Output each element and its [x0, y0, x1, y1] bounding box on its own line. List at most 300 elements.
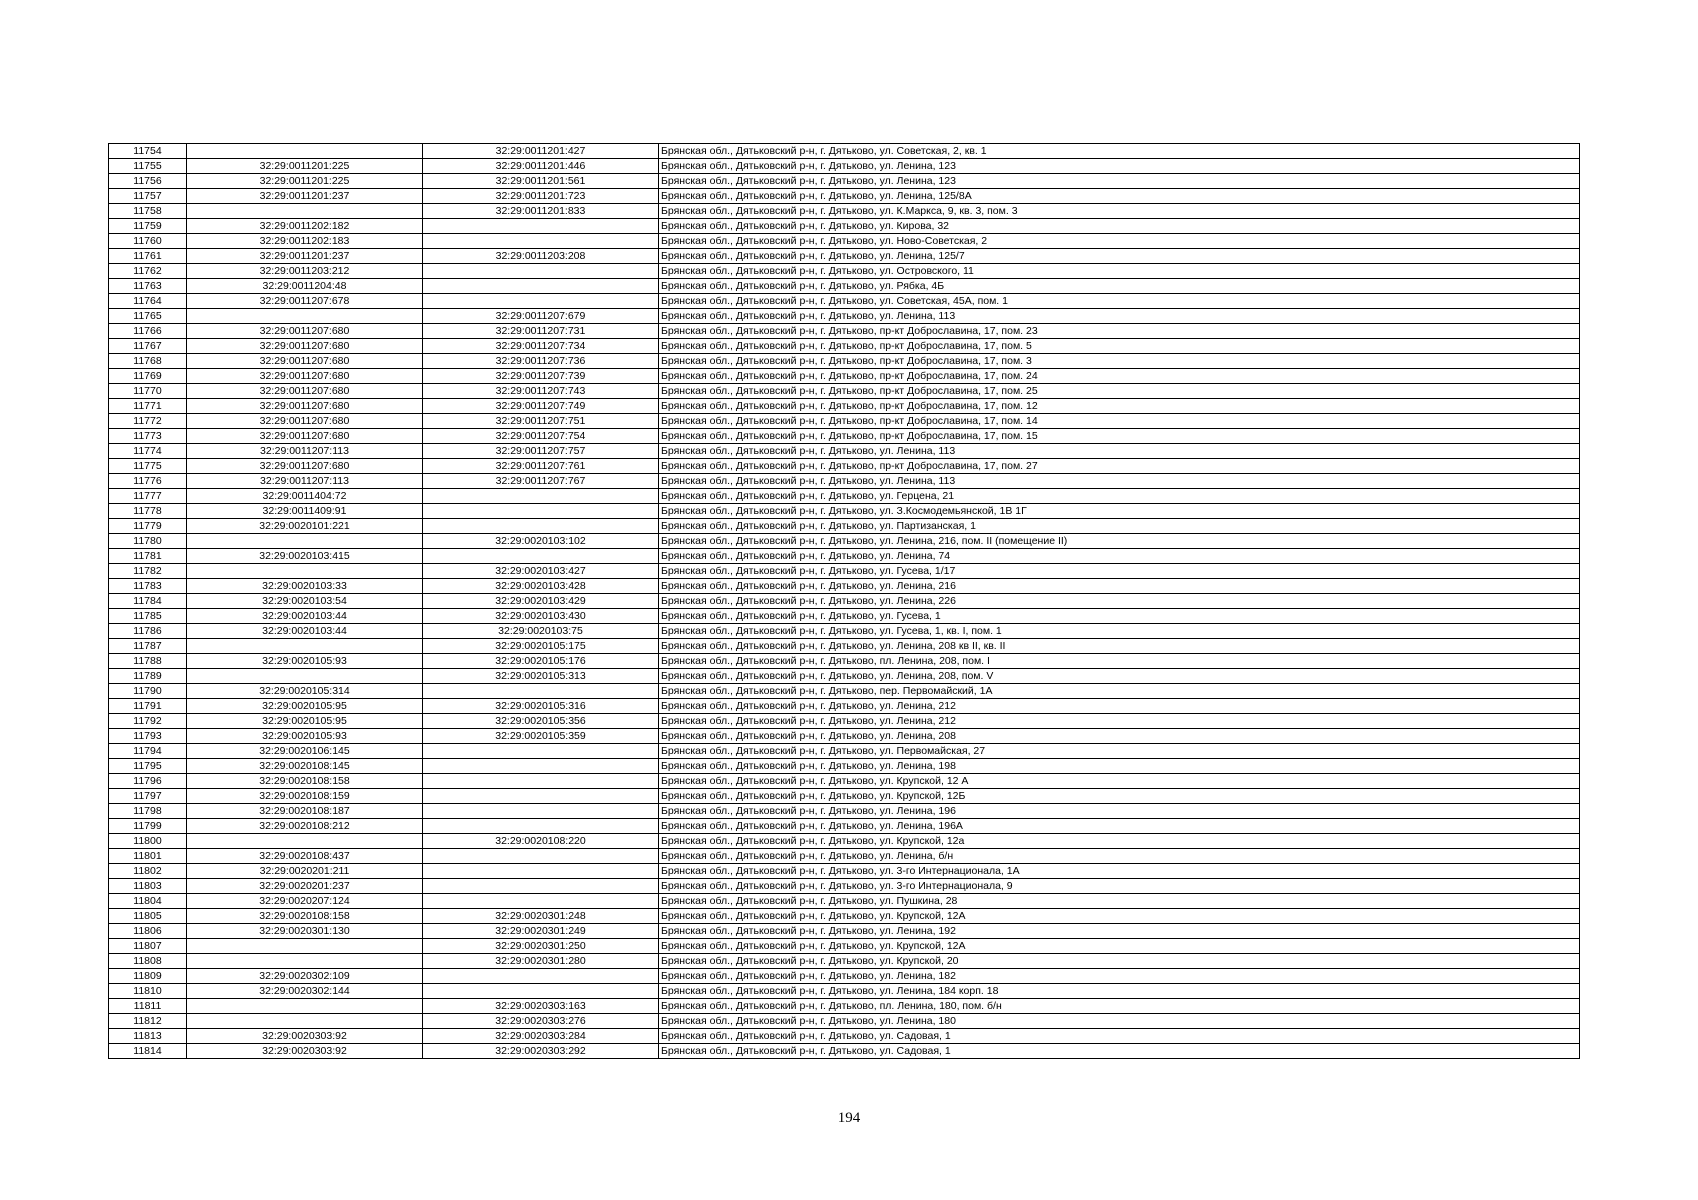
table-row — [109, 219, 1580, 234]
table-row — [109, 834, 1580, 849]
row-number-cell: 11813 — [109, 1029, 187, 1044]
object-number-cell: 32:29:0020303:284 — [423, 1029, 659, 1044]
address-cell: Брянская обл., Дятьковский р-н, г. Дятьково, пл. Ленина, 208, пом. I — [659, 654, 1580, 669]
table-row — [109, 789, 1580, 804]
object-number-cell: 32:29:0020303:276 — [423, 1014, 659, 1029]
table-row — [109, 669, 1580, 684]
row-number-cell: 11788 — [109, 654, 187, 669]
parcel-number-cell — [187, 204, 423, 219]
row-number-cell: 11810 — [109, 984, 187, 999]
object-number-cell — [423, 759, 659, 774]
address-cell: Брянская обл., Дятьковский р-н, г. Дятьково, пл. Ленина, 180, пом. б/н — [659, 999, 1580, 1014]
row-number-cell: 11776 — [109, 474, 187, 489]
parcel-number-cell — [187, 669, 423, 684]
parcel-number-cell: 32:29:0011204:48 — [187, 279, 423, 294]
row-number-cell: 11783 — [109, 579, 187, 594]
parcel-number-cell: 32:29:0011409:91 — [187, 504, 423, 519]
object-number-cell: 32:29:0011207:767 — [423, 474, 659, 489]
parcel-number-cell: 32:29:0020303:92 — [187, 1044, 423, 1059]
object-number-cell — [423, 864, 659, 879]
object-number-cell: 32:29:0020103:75 — [423, 624, 659, 639]
parcel-number-cell — [187, 639, 423, 654]
address-cell: Брянская обл., Дятьковский р-н, г. Дятьково, пр-кт Доброславина, 17, пом. 3 — [659, 354, 1580, 369]
object-number-cell: 32:29:0011207:749 — [423, 399, 659, 414]
table-row — [109, 759, 1580, 774]
parcel-number-cell: 32:29:0011207:680 — [187, 459, 423, 474]
address-cell: Брянская обл., Дятьковский р-н, г. Дятьково, ул. Ленина, 125/7 — [659, 249, 1580, 264]
row-number-cell: 11759 — [109, 219, 187, 234]
table-row — [109, 864, 1580, 879]
parcel-number-cell — [187, 534, 423, 549]
row-number-cell: 11804 — [109, 894, 187, 909]
row-number-cell: 11778 — [109, 504, 187, 519]
address-cell: Брянская обл., Дятьковский р-н, г. Дятьково, ул. Ленина, 113 — [659, 474, 1580, 489]
address-cell: Брянская обл., Дятьковский р-н, г. Дятьково, пр-кт Доброславина, 17, пом. 27 — [659, 459, 1580, 474]
address-cell: Брянская обл., Дятьковский р-н, г. Дятьково, ул. Ленина, 125/8А — [659, 189, 1580, 204]
table-row — [109, 429, 1580, 444]
address-cell: Брянская обл., Дятьковский р-н, г. Дятьково, ул. Крупской, 12 А — [659, 774, 1580, 789]
address-cell: Брянская обл., Дятьковский р-н, г. Дятьково, ул. Ленина, 180 — [659, 1014, 1580, 1029]
row-number-cell: 11811 — [109, 999, 187, 1014]
address-cell: Брянская обл., Дятьковский р-н, г. Дятьково, ул. 3-го Интернационала, 1А — [659, 864, 1580, 879]
parcel-number-cell — [187, 999, 423, 1014]
address-cell: Брянская обл., Дятьковский р-н, г. Дятьково, ул. Ленина, 192 — [659, 924, 1580, 939]
address-cell: Брянская обл., Дятьковский р-н, г. Дятьково, ул. Герцена, 21 — [659, 489, 1580, 504]
parcel-number-cell: 32:29:0011207:113 — [187, 474, 423, 489]
table-row — [109, 489, 1580, 504]
row-number-cell: 11802 — [109, 864, 187, 879]
row-number-cell: 11761 — [109, 249, 187, 264]
row-number-cell: 11756 — [109, 174, 187, 189]
table-row — [109, 684, 1580, 699]
parcel-number-cell: 32:29:0011201:225 — [187, 159, 423, 174]
object-number-cell: 32:29:0020108:220 — [423, 834, 659, 849]
address-cell: Брянская обл., Дятьковский р-н, г. Дятьково, ул. Ленина, 208 — [659, 729, 1580, 744]
row-number-cell: 11765 — [109, 309, 187, 324]
parcel-number-cell: 32:29:0020108:145 — [187, 759, 423, 774]
row-number-cell: 11777 — [109, 489, 187, 504]
object-number-cell: 32:29:0011207:757 — [423, 444, 659, 459]
object-number-cell: 32:29:0011207:761 — [423, 459, 659, 474]
table-row — [109, 399, 1580, 414]
object-number-cell: 32:29:0020105:176 — [423, 654, 659, 669]
object-number-cell: 32:29:0011207:731 — [423, 324, 659, 339]
table-row — [109, 369, 1580, 384]
parcel-number-cell — [187, 144, 423, 159]
address-cell: Брянская обл., Дятьковский р-н, г. Дятьково, ул. Ленина, 216, пом. II (помещение II) — [659, 534, 1580, 549]
parcel-number-cell: 32:29:0011207:678 — [187, 294, 423, 309]
row-number-cell: 11787 — [109, 639, 187, 654]
object-number-cell: 32:29:0020103:429 — [423, 594, 659, 609]
parcel-number-cell: 32:29:0011404:72 — [187, 489, 423, 504]
registry-table-body — [109, 144, 1580, 1059]
parcel-number-cell: 32:29:0011207:680 — [187, 399, 423, 414]
object-number-cell — [423, 744, 659, 759]
table-row — [109, 969, 1580, 984]
row-number-cell: 11775 — [109, 459, 187, 474]
row-number-cell: 11784 — [109, 594, 187, 609]
object-number-cell: 32:29:0011203:208 — [423, 249, 659, 264]
address-cell: Брянская обл., Дятьковский р-н, г. Дятьково, пер. Первомайский, 1А — [659, 684, 1580, 699]
parcel-number-cell — [187, 1014, 423, 1029]
row-number-cell: 11796 — [109, 774, 187, 789]
table-row — [109, 519, 1580, 534]
parcel-number-cell: 32:29:0011203:212 — [187, 264, 423, 279]
row-number-cell: 11801 — [109, 849, 187, 864]
address-cell: Брянская обл., Дятьковский р-н, г. Дятьково, ул. Партизанская, 1 — [659, 519, 1580, 534]
table-row — [109, 909, 1580, 924]
address-cell: Брянская обл., Дятьковский р-н, г. Дятьково, ул. Советская, 45А, пом. 1 — [659, 294, 1580, 309]
address-cell: Брянская обл., Дятьковский р-н, г. Дятьково, пр-кт Доброславина, 17, пом. 12 — [659, 399, 1580, 414]
table-row — [109, 534, 1580, 549]
address-cell: Брянская обл., Дятьковский р-н, г. Дятьково, ул. Ленина, 198 — [659, 759, 1580, 774]
parcel-number-cell: 32:29:0011202:183 — [187, 234, 423, 249]
table-row — [109, 849, 1580, 864]
row-number-cell: 11807 — [109, 939, 187, 954]
table-row — [109, 999, 1580, 1014]
address-cell: Брянская обл., Дятьковский р-н, г. Дятьково, ул. Рябка, 4Б — [659, 279, 1580, 294]
parcel-number-cell: 32:29:0020103:44 — [187, 609, 423, 624]
table-row — [109, 1044, 1580, 1059]
object-number-cell: 32:29:0011201:561 — [423, 174, 659, 189]
address-cell: Брянская обл., Дятьковский р-н, г. Дятьково, ул. Крупской, 12а — [659, 834, 1580, 849]
object-number-cell: 32:29:0020301:280 — [423, 954, 659, 969]
object-number-cell — [423, 684, 659, 699]
table-row — [109, 984, 1580, 999]
parcel-number-cell — [187, 834, 423, 849]
row-number-cell: 11797 — [109, 789, 187, 804]
object-number-cell — [423, 804, 659, 819]
object-number-cell: 32:29:0020105:359 — [423, 729, 659, 744]
row-number-cell: 11780 — [109, 534, 187, 549]
object-number-cell — [423, 774, 659, 789]
address-cell: Брянская обл., Дятьковский р-н, г. Дятьково, ул. Ленина, 208 кв II, кв. II — [659, 639, 1580, 654]
table-row — [109, 564, 1580, 579]
table-row — [109, 249, 1580, 264]
table-row — [109, 174, 1580, 189]
object-number-cell — [423, 549, 659, 564]
object-number-cell — [423, 234, 659, 249]
row-number-cell: 11773 — [109, 429, 187, 444]
parcel-number-cell — [187, 564, 423, 579]
parcel-number-cell: 32:29:0020103:54 — [187, 594, 423, 609]
address-cell: Брянская обл., Дятьковский р-н, г. Дятьково, ул. Садовая, 1 — [659, 1029, 1580, 1044]
object-number-cell: 32:29:0020301:249 — [423, 924, 659, 939]
parcel-number-cell: 32:29:0020103:415 — [187, 549, 423, 564]
row-number-cell: 11794 — [109, 744, 187, 759]
row-number-cell: 11795 — [109, 759, 187, 774]
object-number-cell — [423, 264, 659, 279]
address-cell: Брянская обл., Дятьковский р-н, г. Дятьково, ул. Ленина, 196 — [659, 804, 1580, 819]
table-row — [109, 939, 1580, 954]
table-row — [109, 954, 1580, 969]
address-cell: Брянская обл., Дятьковский р-н, г. Дятьково, ул. Ленина, б/н — [659, 849, 1580, 864]
parcel-number-cell: 32:29:0011201:237 — [187, 189, 423, 204]
object-number-cell: 32:29:0020103:427 — [423, 564, 659, 579]
address-cell: Брянская обл., Дятьковский р-н, г. Дятьково, ул. Садовая, 1 — [659, 1044, 1580, 1059]
address-cell: Брянская обл., Дятьковский р-н, г. Дятьково, ул. Гусева, 1, кв. I, пом. 1 — [659, 624, 1580, 639]
table-row — [109, 309, 1580, 324]
table-row — [109, 549, 1580, 564]
table-row — [109, 894, 1580, 909]
row-number-cell: 11770 — [109, 384, 187, 399]
parcel-number-cell: 32:29:0020302:144 — [187, 984, 423, 999]
row-number-cell: 11758 — [109, 204, 187, 219]
object-number-cell: 32:29:0020103:430 — [423, 609, 659, 624]
object-number-cell: 32:29:0020301:250 — [423, 939, 659, 954]
parcel-number-cell — [187, 954, 423, 969]
row-number-cell: 11793 — [109, 729, 187, 744]
object-number-cell: 32:29:0020105:313 — [423, 669, 659, 684]
row-number-cell: 11762 — [109, 264, 187, 279]
object-number-cell — [423, 294, 659, 309]
object-number-cell — [423, 219, 659, 234]
row-number-cell: 11803 — [109, 879, 187, 894]
parcel-number-cell: 32:29:0011207:680 — [187, 339, 423, 354]
parcel-number-cell: 32:29:0020101:221 — [187, 519, 423, 534]
row-number-cell: 11763 — [109, 279, 187, 294]
row-number-cell: 11791 — [109, 699, 187, 714]
table-row — [109, 294, 1580, 309]
parcel-number-cell — [187, 309, 423, 324]
table-row — [109, 189, 1580, 204]
row-number-cell: 11789 — [109, 669, 187, 684]
object-number-cell: 32:29:0020303:292 — [423, 1044, 659, 1059]
row-number-cell: 11767 — [109, 339, 187, 354]
object-number-cell — [423, 849, 659, 864]
row-number-cell: 11808 — [109, 954, 187, 969]
parcel-number-cell: 32:29:0020108:212 — [187, 819, 423, 834]
address-cell: Брянская обл., Дятьковский р-н, г. Дятьково, пр-кт Доброславина, 17, пом. 25 — [659, 384, 1580, 399]
parcel-number-cell: 32:29:0020108:158 — [187, 774, 423, 789]
address-cell: Брянская обл., Дятьковский р-н, г. Дятьково, пр-кт Доброславина, 17, пом. 15 — [659, 429, 1580, 444]
table-row — [109, 324, 1580, 339]
parcel-number-cell: 32:29:0020201:211 — [187, 864, 423, 879]
table-row — [109, 384, 1580, 399]
parcel-number-cell: 32:29:0011207:680 — [187, 324, 423, 339]
row-number-cell: 11790 — [109, 684, 187, 699]
parcel-number-cell: 32:29:0020105:93 — [187, 729, 423, 744]
row-number-cell: 11769 — [109, 369, 187, 384]
row-number-cell: 11754 — [109, 144, 187, 159]
table-row — [109, 504, 1580, 519]
object-number-cell — [423, 519, 659, 534]
row-number-cell: 11782 — [109, 564, 187, 579]
object-number-cell: 32:29:0020105:356 — [423, 714, 659, 729]
row-number-cell: 11760 — [109, 234, 187, 249]
row-number-cell: 11766 — [109, 324, 187, 339]
row-number-cell: 11764 — [109, 294, 187, 309]
table-row — [109, 624, 1580, 639]
table-row — [109, 474, 1580, 489]
parcel-number-cell: 32:29:0020207:124 — [187, 894, 423, 909]
table-row — [109, 639, 1580, 654]
address-cell: Брянская обл., Дятьковский р-н, г. Дятьково, ул. Советская, 2, кв. 1 — [659, 144, 1580, 159]
object-number-cell — [423, 984, 659, 999]
object-number-cell: 32:29:0020103:428 — [423, 579, 659, 594]
object-number-cell: 32:29:0011201:427 — [423, 144, 659, 159]
table-row — [109, 879, 1580, 894]
table-row — [109, 444, 1580, 459]
parcel-number-cell: 32:29:0020301:130 — [187, 924, 423, 939]
table-row — [109, 699, 1580, 714]
parcel-number-cell: 32:29:0011207:680 — [187, 354, 423, 369]
object-number-cell: 32:29:0011207:743 — [423, 384, 659, 399]
object-number-cell: 32:29:0011201:833 — [423, 204, 659, 219]
object-number-cell: 32:29:0020301:248 — [423, 909, 659, 924]
row-number-cell: 11814 — [109, 1044, 187, 1059]
parcel-number-cell: 32:29:0020108:158 — [187, 909, 423, 924]
table-row — [109, 1014, 1580, 1029]
object-number-cell: 32:29:0011207:736 — [423, 354, 659, 369]
address-cell: Брянская обл., Дятьковский р-н, г. Дятьково, ул. Островского, 11 — [659, 264, 1580, 279]
object-number-cell: 32:29:0011207:734 — [423, 339, 659, 354]
address-cell: Брянская обл., Дятьковский р-н, г. Дятьково, ул. Ленина, 212 — [659, 699, 1580, 714]
address-cell: Брянская обл., Дятьковский р-н, г. Дятьково, ул. Гусева, 1 — [659, 609, 1580, 624]
parcel-number-cell: 32:29:0011207:680 — [187, 429, 423, 444]
parcel-number-cell: 32:29:0011207:113 — [187, 444, 423, 459]
parcel-number-cell: 32:29:0011201:225 — [187, 174, 423, 189]
row-number-cell: 11809 — [109, 969, 187, 984]
object-number-cell: 32:29:0011207:739 — [423, 369, 659, 384]
table-row — [109, 819, 1580, 834]
address-cell: Брянская обл., Дятьковский р-н, г. Дятьково, ул. Ленина, 182 — [659, 969, 1580, 984]
address-cell: Брянская обл., Дятьковский р-н, г. Дятьково, ул. Кирова, 32 — [659, 219, 1580, 234]
row-number-cell: 11774 — [109, 444, 187, 459]
parcel-number-cell: 32:29:0020106:145 — [187, 744, 423, 759]
address-cell: Брянская обл., Дятьковский р-н, г. Дятьково, пр-кт Доброславина, 17, пом. 14 — [659, 414, 1580, 429]
address-cell: Брянская обл., Дятьковский р-н, г. Дятьково, ул. Ленина, 123 — [659, 174, 1580, 189]
parcel-number-cell: 32:29:0020103:44 — [187, 624, 423, 639]
row-number-cell: 11757 — [109, 189, 187, 204]
address-cell: Брянская обл., Дятьковский р-н, г. Дятьково, ул. Гусева, 1/17 — [659, 564, 1580, 579]
address-cell: Брянская обл., Дятьковский р-н, г. Дятьково, ул. Ленина, 123 — [659, 159, 1580, 174]
row-number-cell: 11786 — [109, 624, 187, 639]
address-cell: Брянская обл., Дятьковский р-н, г. Дятьково, ул. Ленина, 113 — [659, 309, 1580, 324]
object-number-cell: 32:29:0020103:102 — [423, 534, 659, 549]
address-cell: Брянская обл., Дятьковский р-н, г. Дятьково, ул. З.Космодемьянской, 1В 1Г — [659, 504, 1580, 519]
registry-table — [108, 143, 1580, 1059]
address-cell: Брянская обл., Дятьковский р-н, г. Дятьково, ул. Ленина, 212 — [659, 714, 1580, 729]
address-cell: Брянская обл., Дятьковский р-н, г. Дятьково, пр-кт Доброславина, 17, пом. 23 — [659, 324, 1580, 339]
address-cell: Брянская обл., Дятьковский р-н, г. Дятьково, ул. Первомайская, 27 — [659, 744, 1580, 759]
object-number-cell: 32:29:0011207:679 — [423, 309, 659, 324]
object-number-cell — [423, 969, 659, 984]
table-row — [109, 594, 1580, 609]
address-cell: Брянская обл., Дятьковский р-н, г. Дятьково, ул. Ново-Советская, 2 — [659, 234, 1580, 249]
address-cell: Брянская обл., Дятьковский р-н, г. Дятьково, ул. Пушкина, 28 — [659, 894, 1580, 909]
row-number-cell: 11805 — [109, 909, 187, 924]
address-cell: Брянская обл., Дятьковский р-н, г. Дятьково, ул. К.Маркса, 9, кв. 3, пом. 3 — [659, 204, 1580, 219]
row-number-cell: 11779 — [109, 519, 187, 534]
object-number-cell — [423, 819, 659, 834]
table-row — [109, 579, 1580, 594]
object-number-cell: 32:29:0011201:723 — [423, 189, 659, 204]
table-row — [109, 744, 1580, 759]
parcel-number-cell: 32:29:0020103:33 — [187, 579, 423, 594]
address-cell: Брянская обл., Дятьковский р-н, г. Дятьково, ул. Крупской, 12Б — [659, 789, 1580, 804]
parcel-number-cell: 32:29:0011207:680 — [187, 384, 423, 399]
address-cell: Брянская обл., Дятьковский р-н, г. Дятьково, ул. Крупской, 12А — [659, 909, 1580, 924]
parcel-number-cell: 32:29:0011202:182 — [187, 219, 423, 234]
address-cell: Брянская обл., Дятьковский р-н, г. Дятьково, ул. Ленина, 74 — [659, 549, 1580, 564]
parcel-number-cell: 32:29:0011207:680 — [187, 414, 423, 429]
row-number-cell: 11792 — [109, 714, 187, 729]
address-cell: Брянская обл., Дятьковский р-н, г. Дятьково, ул. Ленина, 226 — [659, 594, 1580, 609]
object-number-cell: 32:29:0011201:446 — [423, 159, 659, 174]
table-row — [109, 609, 1580, 624]
row-number-cell: 11781 — [109, 549, 187, 564]
address-cell: Брянская обл., Дятьковский р-н, г. Дятьково, ул. 3-го Интернационала, 9 — [659, 879, 1580, 894]
table-row — [109, 414, 1580, 429]
row-number-cell: 11768 — [109, 354, 187, 369]
parcel-number-cell: 32:29:0020105:93 — [187, 654, 423, 669]
object-number-cell: 32:29:0020303:163 — [423, 999, 659, 1014]
row-number-cell: 11755 — [109, 159, 187, 174]
address-cell: Брянская обл., Дятьковский р-н, г. Дятьково, пр-кт Доброславина, 17, пом. 24 — [659, 369, 1580, 384]
table-row — [109, 144, 1580, 159]
page-number: 194 — [837, 1110, 861, 1126]
object-number-cell — [423, 489, 659, 504]
parcel-number-cell: 32:29:0011201:237 — [187, 249, 423, 264]
table-row — [109, 804, 1580, 819]
row-number-cell: 11799 — [109, 819, 187, 834]
table-row — [109, 714, 1580, 729]
address-cell: Брянская обл., Дятьковский р-н, г. Дятьково, ул. Ленина, 196А — [659, 819, 1580, 834]
table-row — [109, 204, 1580, 219]
parcel-number-cell: 32:29:0020108:437 — [187, 849, 423, 864]
parcel-number-cell: 32:29:0020105:314 — [187, 684, 423, 699]
object-number-cell — [423, 894, 659, 909]
parcel-number-cell: 32:29:0020201:237 — [187, 879, 423, 894]
object-number-cell: 32:29:0011207:754 — [423, 429, 659, 444]
table-row — [109, 1029, 1580, 1044]
table-row — [109, 279, 1580, 294]
parcel-number-cell: 32:29:0020302:109 — [187, 969, 423, 984]
table-row — [109, 264, 1580, 279]
parcel-number-cell: 32:29:0020105:95 — [187, 714, 423, 729]
row-number-cell: 11806 — [109, 924, 187, 939]
parcel-number-cell: 32:29:0020303:92 — [187, 1029, 423, 1044]
object-number-cell — [423, 504, 659, 519]
object-number-cell — [423, 879, 659, 894]
parcel-number-cell — [187, 939, 423, 954]
table-row — [109, 234, 1580, 249]
address-cell: Брянская обл., Дятьковский р-н, г. Дятьково, ул. Крупской, 12А — [659, 939, 1580, 954]
object-number-cell: 32:29:0020105:175 — [423, 639, 659, 654]
object-number-cell: 32:29:0011207:751 — [423, 414, 659, 429]
parcel-number-cell: 32:29:0020108:187 — [187, 804, 423, 819]
table-row — [109, 654, 1580, 669]
table-row — [109, 354, 1580, 369]
address-cell: Брянская обл., Дятьковский р-н, г. Дятьково, ул. Ленина, 113 — [659, 444, 1580, 459]
parcel-number-cell: 32:29:0020108:159 — [187, 789, 423, 804]
table-row — [109, 774, 1580, 789]
object-number-cell — [423, 789, 659, 804]
row-number-cell: 11798 — [109, 804, 187, 819]
table-row — [109, 339, 1580, 354]
address-cell: Брянская обл., Дятьковский р-н, г. Дятьково, пр-кт Доброславина, 17, пом. 5 — [659, 339, 1580, 354]
row-number-cell: 11772 — [109, 414, 187, 429]
object-number-cell: 32:29:0020105:316 — [423, 699, 659, 714]
parcel-number-cell: 32:29:0011207:680 — [187, 369, 423, 384]
address-cell: Брянская обл., Дятьковский р-н, г. Дятьково, ул. Ленина, 208, пом. V — [659, 669, 1580, 684]
row-number-cell: 11812 — [109, 1014, 187, 1029]
object-number-cell — [423, 279, 659, 294]
table-row — [109, 729, 1580, 744]
row-number-cell: 11785 — [109, 609, 187, 624]
table-row — [109, 459, 1580, 474]
